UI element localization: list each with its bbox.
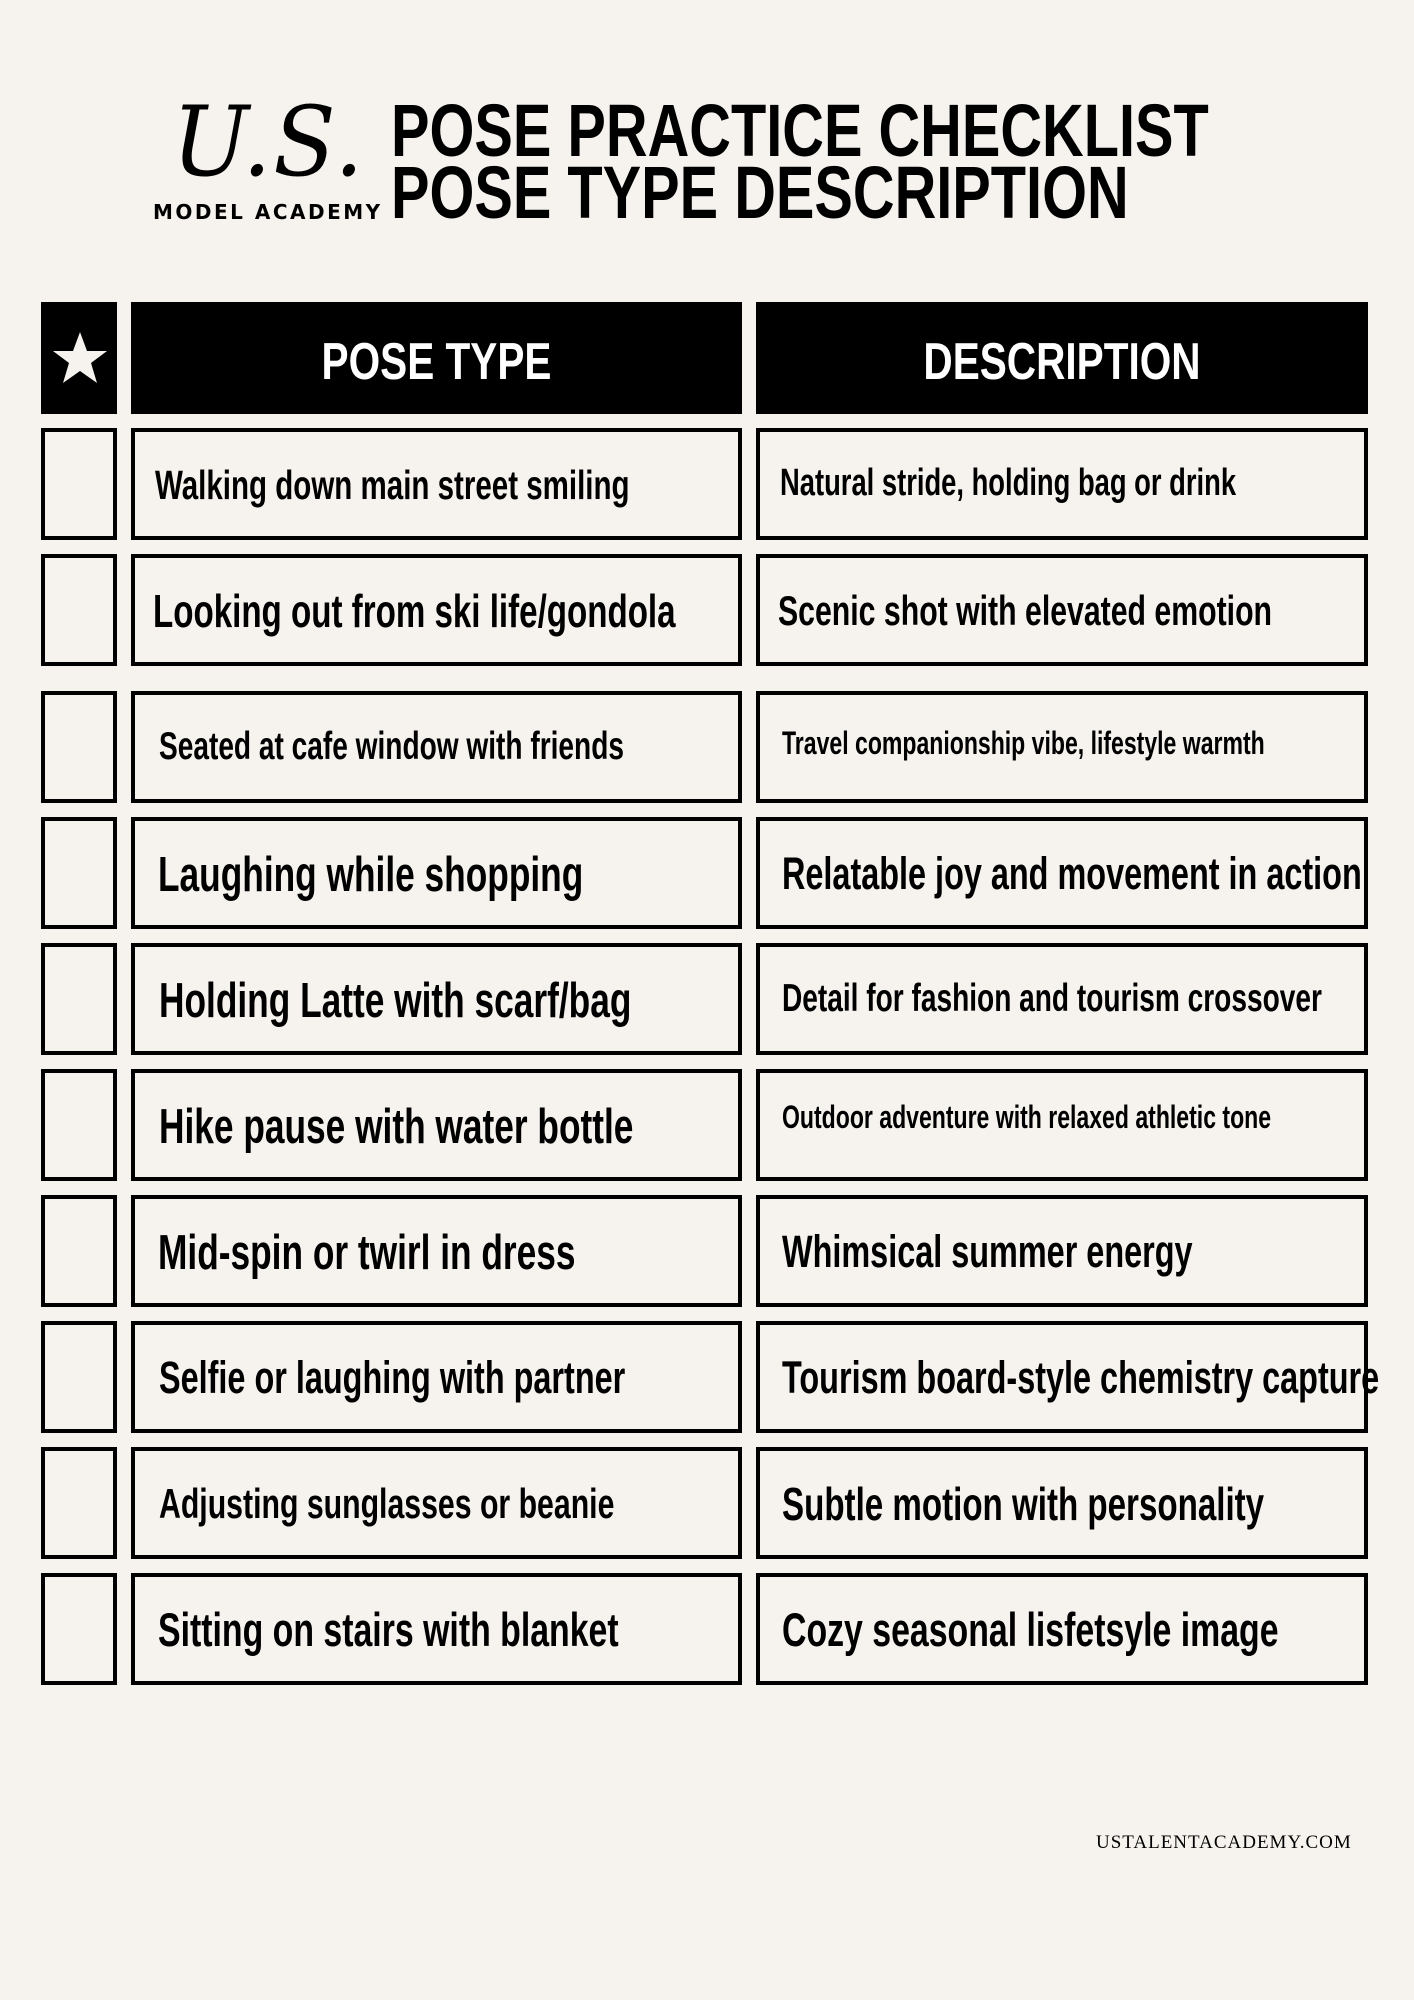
- row-checkbox[interactable]: [41, 554, 117, 666]
- description-cell: [756, 1195, 1368, 1307]
- pose-cell: [131, 554, 742, 666]
- pose-text: Hike pause with water bottle: [159, 1100, 634, 1154]
- row-checkbox[interactable]: [41, 1447, 117, 1559]
- pose-text: Sitting on stairs with blanket: [158, 1603, 619, 1656]
- row-checkbox[interactable]: [41, 1321, 117, 1433]
- row-checkbox[interactable]: [41, 1573, 117, 1685]
- pose-text: Adjusting sunglasses or beanie: [159, 1480, 615, 1527]
- pose-text: Laughing while shopping: [158, 848, 584, 902]
- pose-cell: [131, 1573, 742, 1685]
- row-checkbox[interactable]: [41, 817, 117, 929]
- pose-cell: [131, 1447, 742, 1559]
- description-text: Outdoor adventure with relaxed athletic tone: [782, 1099, 1272, 1135]
- academy-logo: [150, 86, 383, 232]
- pose-cell: [131, 428, 742, 540]
- description-cell: [756, 943, 1368, 1055]
- pose-type-header: [131, 302, 742, 414]
- description-header: [756, 302, 1368, 414]
- description-text: Detail for fashion and tourism crossover: [782, 977, 1322, 1020]
- description-cell: [756, 1573, 1368, 1685]
- description-text: Subtle motion with personality: [782, 1478, 1265, 1530]
- description-text: Scenic shot with elevated emotion: [778, 587, 1273, 634]
- logo-script-text: U.S.: [172, 86, 366, 198]
- description-cell: [756, 1321, 1380, 1433]
- pose-text: Seated at cafe window with friends: [159, 725, 624, 768]
- description-text: Natural stride, holding bag or drink: [780, 462, 1237, 504]
- star-icon: [50, 329, 110, 389]
- header-star-cell: [41, 302, 117, 414]
- description-cell: [756, 1069, 1368, 1181]
- pose-cell: [131, 691, 742, 803]
- pose-text: Looking out from ski life/gondola: [153, 585, 676, 637]
- pose-cell: [131, 817, 742, 929]
- pose-cell: [131, 1069, 742, 1181]
- description-text: Whimsical summer energy: [782, 1226, 1193, 1277]
- pose-cell: [131, 943, 742, 1055]
- description-header-label: DESCRIPTION: [923, 333, 1201, 391]
- pose-type-header-label: POSE TYPE: [321, 333, 552, 391]
- page-title-line-2: POSE TYPE DESCRIPTION: [391, 151, 1129, 234]
- description-text: Travel companionship vibe, lifestyle warmth: [782, 725, 1265, 761]
- row-checkbox[interactable]: [41, 1195, 117, 1307]
- pose-text: Walking down main street smiling: [155, 462, 630, 508]
- pose-text: Holding Latte with scarf/bag: [159, 974, 632, 1028]
- pose-text: Selfie or laughing with partner: [159, 1352, 626, 1403]
- pose-cell: [131, 1195, 742, 1307]
- description-text: Cozy seasonal lisfetsyle image: [782, 1603, 1279, 1656]
- row-checkbox[interactable]: [41, 943, 117, 1055]
- row-checkbox[interactable]: [41, 691, 117, 803]
- description-cell: [756, 554, 1368, 666]
- description-text: Relatable joy and movement in action: [782, 848, 1362, 899]
- row-checkbox[interactable]: [41, 1069, 117, 1181]
- page-title-line-1: POSE PRACTICE CHECKLIST: [391, 89, 1209, 172]
- description-text: Tourism board-style chemistry capture: [782, 1352, 1380, 1403]
- pose-cell: [131, 1321, 742, 1433]
- row-checkbox[interactable]: [41, 428, 117, 540]
- description-cell: [756, 428, 1368, 540]
- pose-text: Mid-spin or twirl in dress: [158, 1226, 576, 1280]
- footer-website[interactable]: USTALENTACADEMY.COM: [1096, 1832, 1352, 1853]
- description-cell: [756, 691, 1368, 803]
- description-cell: [756, 817, 1368, 929]
- description-cell: [756, 1447, 1368, 1559]
- logo-subtitle: MODEL ACADEMY: [153, 200, 383, 224]
